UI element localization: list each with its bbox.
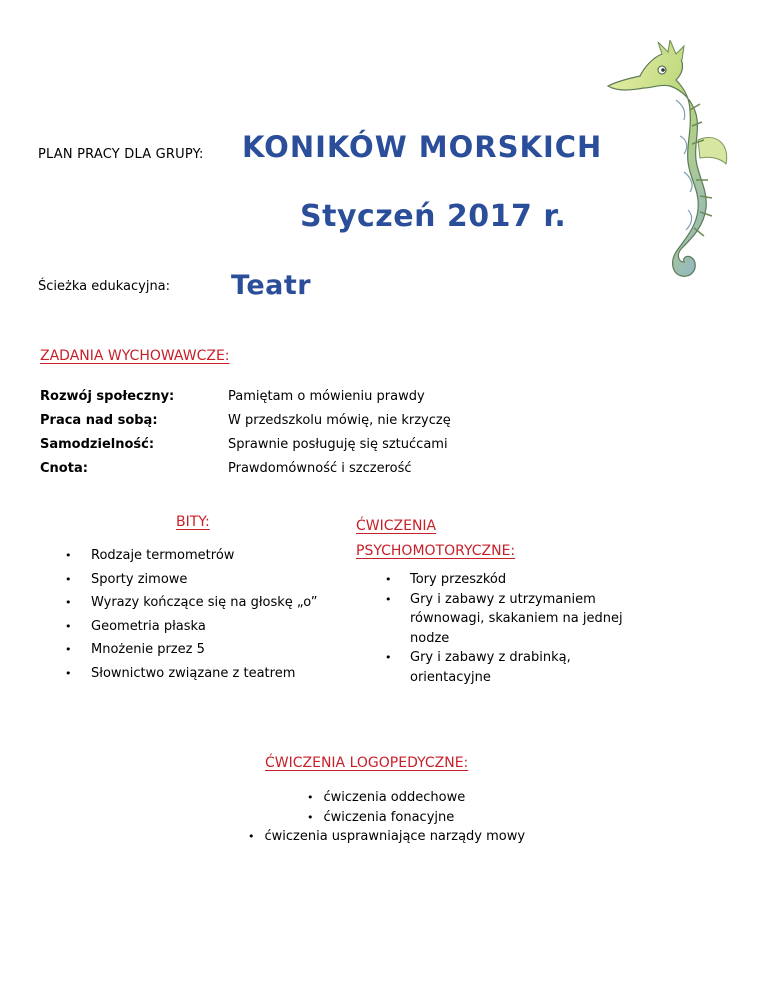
list-item: • Wyrazy kończące się na głoskę „o” (65, 591, 375, 615)
tasks-table (40, 384, 640, 480)
logopedic-title: ĆWICZENIA LOGOPEDYCZNE: (265, 755, 469, 771)
path-label: Ścieżka edukacyjna: (38, 279, 171, 294)
psychomotor-list (385, 570, 630, 687)
list-item: • Słownictwo związane z teatrem (65, 662, 375, 686)
group-name: KONIKÓW MORSKICH (242, 130, 603, 164)
list-item: • Tory przeszkód (385, 570, 630, 590)
tasks-title: ZADANIA WYCHOWAWCZE: (40, 348, 230, 364)
bity-title: BITY: (176, 514, 210, 530)
path-value: Teatr (231, 270, 312, 301)
list-item: • Gry i zabawy z drabinką, orientacyjne (385, 648, 630, 687)
list-item: • Geometria płaska (65, 615, 375, 639)
list-item: • Gry i zabawy z utrzymaniem równowagi, skakaniem na jednej nodze (385, 590, 630, 649)
task-key: Praca nad sobą: (40, 412, 158, 428)
task-key: Samodzielność: (40, 436, 155, 452)
psychomotor-title-line1: ĆWICZENIA (356, 518, 437, 534)
list-item: • Mnożenie przez 5 (65, 638, 375, 662)
psychomotor-title-line2: PSYCHOMOTORYCZNE: (356, 543, 516, 559)
list-item: • ćwiczenia oddechowe (307, 788, 768, 808)
list-item: • ćwiczenia usprawniające narządy mowy (248, 827, 768, 847)
task-value: Sprawnie posługuję się sztućcami (228, 436, 448, 452)
task-row (40, 456, 640, 480)
psychomotor-title (356, 514, 515, 564)
task-value: W przedszkolu mówię, nie krzyczę (228, 412, 451, 428)
task-key: Rozwój społeczny: (40, 388, 175, 404)
task-row (40, 384, 640, 408)
task-row (40, 408, 640, 432)
task-key: Cnota: (40, 460, 88, 476)
month-title: Styczeń 2017 r. (300, 199, 567, 234)
group-label: PLAN PRACY DLA GRUPY: (38, 147, 204, 162)
bity-list (65, 544, 375, 685)
task-value: Pamiętam o mówieniu prawdy (228, 388, 425, 404)
seahorse-icon (600, 40, 740, 285)
list-item: • Rodzaje termometrów (65, 544, 375, 568)
list-item: • Sporty zimowe (65, 568, 375, 592)
logopedic-list (0, 788, 768, 847)
list-item: • ćwiczenia fonacyjne (307, 808, 768, 828)
task-value: Prawdomówność i szczerość (228, 460, 412, 476)
task-row (40, 432, 640, 456)
